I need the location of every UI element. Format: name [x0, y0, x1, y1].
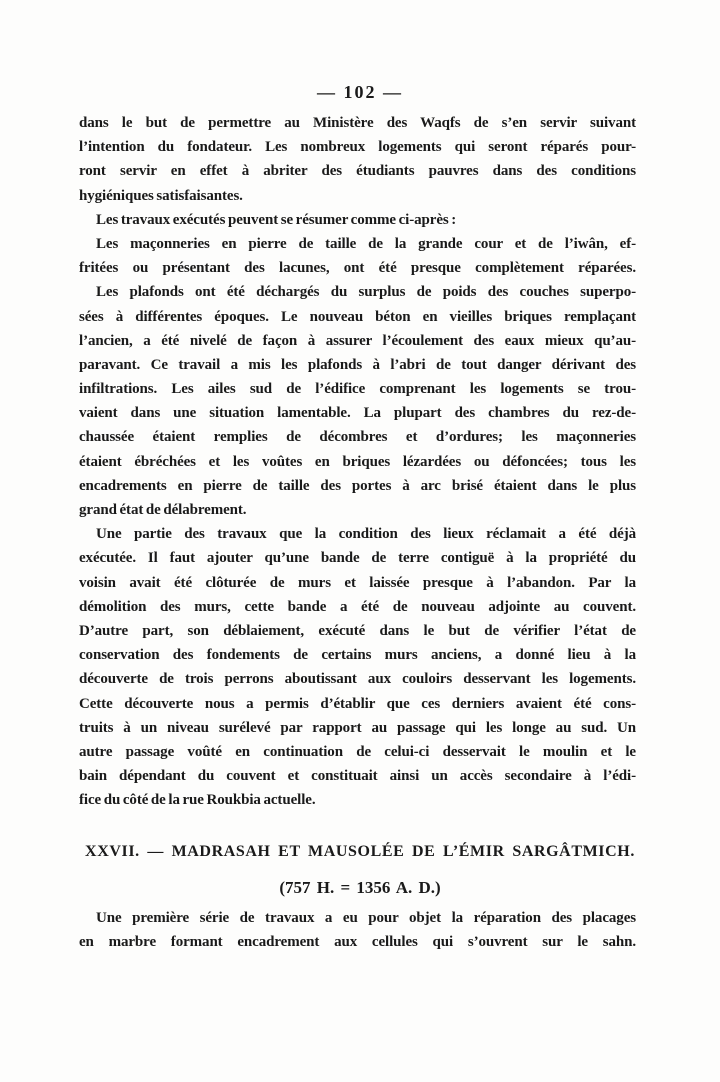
- text-line: en marbre formant encadrement aux cellules qui s’ouvrent sur le sahn.: [79, 934, 636, 951]
- section-heading: XXVII. — MADRASAH ET MAUSOLÉE DE L’ÉMIR SARGÂTMICH.: [85, 843, 635, 860]
- text-line: Les travaux exécutés peuvent se résumer comme ci-après :: [96, 211, 457, 228]
- text-line: Les plafonds ont été déchargés du surplus de poids des couches superpo-: [96, 284, 636, 301]
- text-line: conservation des fondements de certains murs anciens, a donné lieu à la: [79, 647, 636, 664]
- text-line: vaient dans une situation lamentable. La plupart des chambres du rez-de-: [79, 405, 636, 422]
- text-line: infiltrations. Les ailes sud de l’édifice comprenant les logements se trou-: [79, 381, 636, 398]
- text-line: autre passage voûté en continuation de celui-ci desservait le moulin et le: [79, 743, 636, 760]
- section-subheading: (757 H. = 1356 A. D.): [279, 878, 441, 897]
- text-line: exécutée. Il faut ajouter qu’une bande de terre contiguë à la propriété du: [79, 550, 636, 567]
- text-line: découverte de trois perrons aboutissant aux couloirs desservant les logements.: [79, 671, 636, 688]
- text-line: démolition des murs, cette bande a été de nouveau adjointe au couvent.: [79, 598, 636, 615]
- text-line: sées à différentes époques. Le nouveau béton en vieilles briques remplaçant: [79, 308, 636, 325]
- text-line: bain dépendant du couvent et constituait ainsi un accès secondaire à l’édi-: [79, 768, 636, 785]
- text-line: chaussée étaient remplies de décombres et d’ordures; les maçonneries: [79, 429, 636, 446]
- text-line: paravant. Ce travail a mis les plafonds à l’abri de tout danger dérivant des: [79, 356, 636, 373]
- text-line: voisin avait été clôturée de murs et laissée presque à l’abandon. Par la: [79, 574, 636, 591]
- page-number: — 102 —: [317, 82, 403, 102]
- text-line: l’intention du fondateur. Les nombreux logements qui seront réparés pour-: [79, 139, 636, 156]
- text-line: hygiéniques satisfaisantes.: [79, 187, 243, 204]
- text-line: truits à un niveau surélevé par rapport au passage qui les longe au sud. Un: [79, 719, 636, 736]
- text-line: Une première série de travaux a eu pour objet la réparation des placages: [96, 910, 636, 926]
- text-line: Cette découverte nous a permis d’établir que ces derniers avaient été cons-: [79, 695, 636, 712]
- text-line: étaient ébréchées et les voûtes en briques lézardées ou défoncées; tous les: [79, 453, 636, 470]
- text-line: Les maçonneries en pierre de taille de la grande cour et de l’iwân, ef-: [96, 235, 636, 252]
- body-text-lower: [79, 906, 636, 954]
- body-text-upper: [79, 111, 636, 812]
- text-line: l’ancien, a été nivelé de façon à assurer l’écoulement des eaux mieux qu’au-: [79, 332, 636, 349]
- text-line: D’autre part, son déblaiement, exécuté dans le but de vérifier l’état de: [79, 622, 636, 639]
- text-line: fice du côté de la rue Roukbia actuelle.: [79, 792, 316, 809]
- text-line: grand état de délabrement.: [79, 502, 247, 518]
- text-line: dans le but de permettre au Ministère des Waqfs de s’en servir suivant: [79, 115, 636, 131]
- text-line: ront servir en effet à abriter des étudiants pauvres dans des conditions: [79, 163, 636, 180]
- text-line: Une partie des travaux que la condition des lieux réclamait a été déjà: [96, 526, 636, 543]
- text-line: fritées ou présentant des lacunes, ont été presque complètement réparées.: [79, 260, 636, 277]
- text-line: encadrements en pierre de taille des portes à arc brisé étaient dans le plus: [79, 477, 636, 494]
